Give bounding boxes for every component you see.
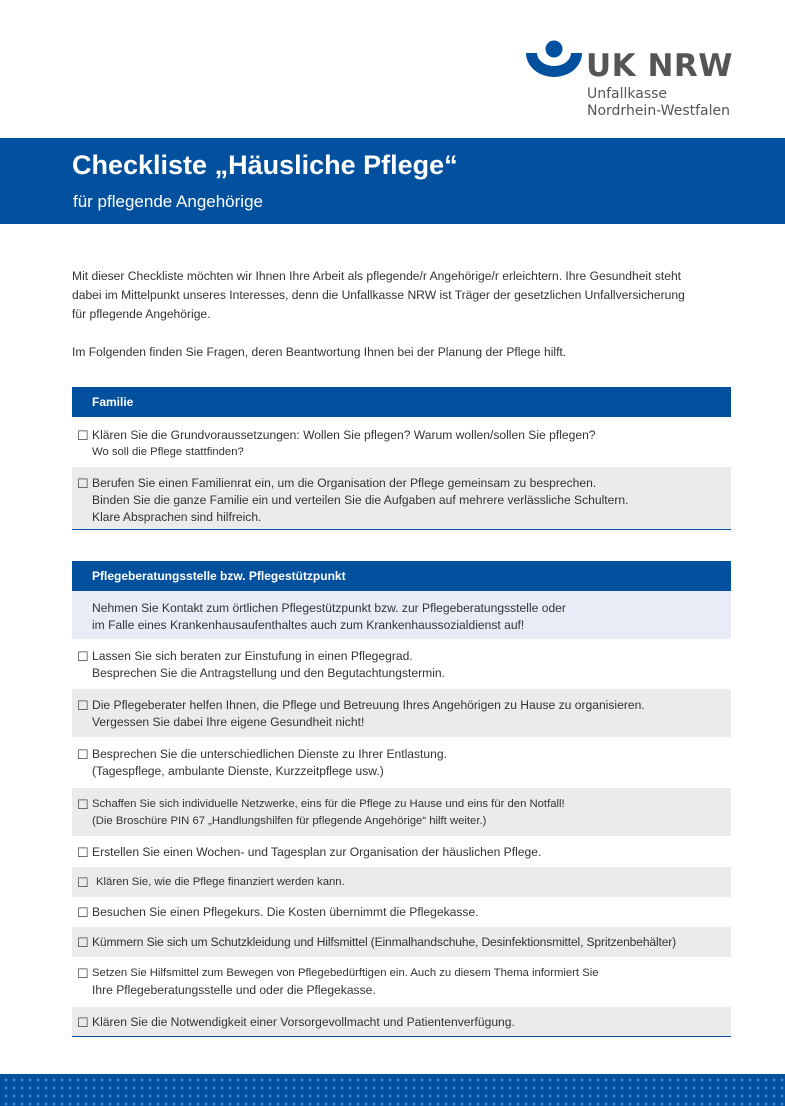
checklist-item: [72, 788, 731, 836]
item-text: Binden Sie die ganze Familie ein und verteilen Sie die Aufgaben auf mehrere verlässliche Schultern.: [92, 493, 629, 507]
checkbox-icon[interactable]: ☐: [77, 476, 89, 491]
contact-note: [72, 591, 731, 639]
item-text: Besprechen Sie die unterschiedlichen Dienste zu Ihrer Entlastung.: [92, 747, 447, 761]
intro-line: Mit dieser Checkliste möchten wir Ihnen Ihre Arbeit als pflegende/r Angehörige/r erleichtern. Ihre Gesundheit steht: [72, 269, 682, 283]
footer-dot-pattern: [0, 1074, 785, 1106]
page-subtitle: für pflegende Angehörige: [73, 192, 263, 211]
item-text: Kümmern Sie sich um Schutzkleidung und Hilfsmittel (Einmalhandschuhe, Desinfektionsmittel, Spritzenbehälter): [92, 935, 677, 949]
checklist-item: [72, 648, 731, 684]
item-text: Klären Sie die Grundvoraussetzungen: Wollen Sie pflegen? Warum wollen/sollen Sie pflegen?: [92, 428, 596, 442]
checklist-item: [72, 467, 731, 529]
item-text: Klären Sie, wie die Pflege finanziert werden kann.: [96, 876, 345, 888]
item-text: Besprechen Sie die Antragstellung und den Begutachtungstermin.: [92, 666, 445, 680]
item-text: Besuchen Sie einen Pflegekurs. Die Kosten übernimmt die Pflegekasse.: [92, 905, 479, 919]
item-text: Setzen Sie Hilfsmittel zum Bewegen von Pflegebedürftigen ein. Auch zu diesem Thema informiert Sie: [92, 967, 599, 979]
item-text: (Tagespflege, ambulante Dienste, Kurzzeitpflege usw.): [92, 764, 384, 778]
checklist-item: [72, 427, 731, 463]
page-title: Checkliste „Häusliche Pflege“: [72, 150, 458, 180]
title-band: [0, 138, 785, 224]
item-text: Klare Absprachen sind hilfreich.: [92, 510, 262, 524]
item-text: Erstellen Sie einen Wochen- und Tagesplan zur Organisation der häuslichen Pflege.: [92, 845, 542, 859]
checkbox-icon[interactable]: ☐: [77, 797, 89, 812]
checklist-item: [72, 689, 731, 737]
checkbox-icon[interactable]: ☐: [77, 905, 89, 920]
note-text: im Falle eines Krankenhausaufenthaltes auch zum Krankenhaussozialdienst auf!: [92, 618, 525, 632]
checkbox-icon[interactable]: ☐: [77, 428, 89, 443]
section-divider: [72, 529, 731, 530]
section-header-familie: Familie: [72, 387, 731, 417]
item-text: Ihre Pflegeberatungsstelle und oder die Pflegekasse.: [92, 983, 376, 997]
intro-line: für pflegende Angehörige.: [72, 307, 211, 321]
checkbox-icon[interactable]: ☐: [77, 649, 89, 664]
intro-line: dabei im Mittelpunkt unseres Interesses, denn die Unfallkasse NRW ist Träger der gesetzlichen Unfallversicherung: [72, 288, 685, 302]
item-text: Schaffen Sie sich individuelle Netzwerke, eins für die Pflege zu Hause und eins für den Notfall!: [92, 798, 565, 810]
item-text: Lassen Sie sich beraten zur Einstufung in einen Pflegegrad.: [92, 649, 413, 663]
item-text: Wo soll die Pflege stattfinden?: [92, 446, 244, 458]
checkbox-icon[interactable]: ☐: [77, 875, 89, 890]
item-text: (Die Broschüre PIN 67 „Handlungshilfen für pflegende Angehörige“ hilft weiter.): [92, 815, 487, 827]
item-text: Die Pflegeberater helfen Ihnen, die Pflege und Betreuung Ihres Angehörigen zu Hause zu organisieren.: [92, 698, 645, 712]
checklist-item: [72, 927, 731, 957]
item-text: Berufen Sie einen Familienrat ein, um die Organisation der Pflege gemeinsam zu besprechen.: [92, 476, 597, 490]
checkbox-icon[interactable]: ☐: [77, 1015, 89, 1030]
logo-subtitle-line: Unfallkasse: [587, 86, 668, 102]
checkbox-icon[interactable]: ☐: [77, 698, 89, 713]
item-text: Vergessen Sie dabei Ihre eigene Gesundheit nicht!: [92, 715, 365, 729]
intro-paragraph: [72, 267, 722, 324]
checklist-item: [72, 867, 731, 897]
checklist-item: [72, 904, 731, 924]
logo-emblem-icon: [526, 40, 582, 80]
checklist-item: [72, 1007, 731, 1036]
logo-subtitle-line: Nordrhein-Westfalen: [587, 103, 730, 119]
checkbox-icon[interactable]: ☐: [77, 747, 89, 762]
note-text: Nehmen Sie Kontakt zum örtlichen Pflegestützpunkt bzw. zur Pflegeberatungsstelle oder: [92, 601, 566, 615]
checkbox-icon[interactable]: ☐: [77, 845, 89, 860]
section-divider: [72, 1036, 731, 1037]
checklist-item: [72, 965, 731, 1001]
checklist-item: [72, 746, 731, 782]
checkbox-icon[interactable]: ☐: [77, 935, 89, 950]
uk-nrw-logo: [526, 40, 766, 120]
checkbox-icon[interactable]: ☐: [77, 966, 89, 981]
item-text: Klären Sie die Notwendigkeit einer Vorsorgevollmacht und Patientenverfügung.: [92, 1015, 515, 1029]
logo-subtitle: [587, 86, 730, 120]
logo-name: UK NRW: [586, 48, 733, 84]
section-header-pflegeberatung: Pflegeberatungsstelle bzw. Pflegestützpunkt: [72, 561, 731, 591]
checklist-item: [72, 844, 731, 864]
intro-instruction: Im Folgenden finden Sie Fragen, deren Beantwortung Ihnen bei der Planung der Pflege hilft.: [72, 345, 567, 359]
